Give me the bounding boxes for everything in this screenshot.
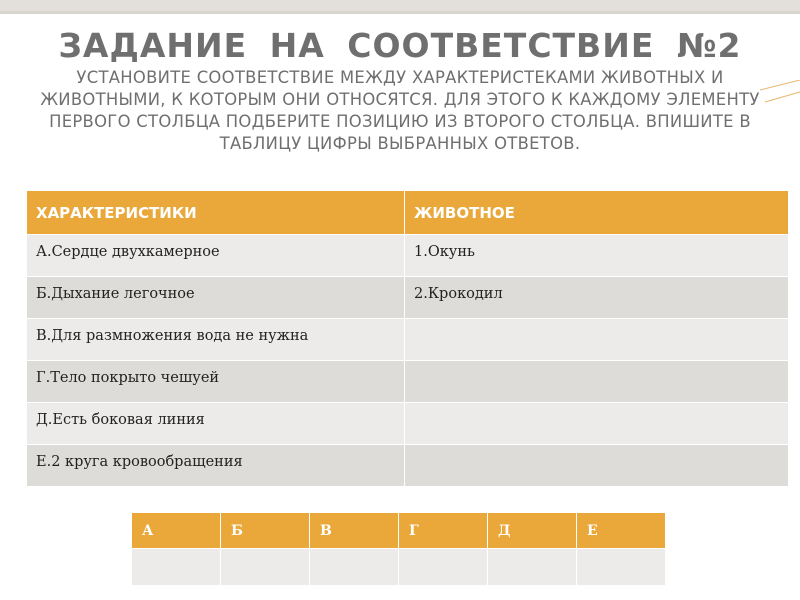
animal-cell (405, 361, 789, 403)
answer-row (132, 549, 666, 586)
characteristic-cell: В.Для размножения вода не нужна (27, 319, 405, 361)
table-row (27, 319, 789, 361)
column-header-characteristics: ХАРАКТЕРИСТИКИ (27, 191, 405, 235)
column-header-animal: ЖИВОТНОЕ (405, 191, 789, 235)
characteristic-cell: Д.Есть боковая линия (27, 403, 405, 445)
characteristic-cell: А.Сердце двухкамерное (27, 235, 405, 277)
characteristic-cell: Е.2 круга кровообращения (27, 445, 405, 487)
answer-table (131, 512, 666, 586)
table-row (27, 361, 789, 403)
answer-header-v: В (310, 513, 399, 549)
table-row (27, 277, 789, 319)
table-header-row (27, 191, 789, 235)
answer-cell-v[interactable] (310, 549, 399, 586)
animal-cell (405, 319, 789, 361)
answer-cell-b[interactable] (221, 549, 310, 586)
top-decorative-stripe (0, 0, 800, 14)
animal-cell: 1.Окунь (405, 235, 789, 277)
table-row (27, 403, 789, 445)
answer-header-row (132, 513, 666, 549)
task-instructions: УСТАНОВИТЕ СООТВЕТСТВИЕ МЕЖДУ ХАРАКТЕРИСТЕКАМИ ЖИВОТНЫХ И ЖИВОТНЫМИ, К КОТОРЫМ ОНИ ОТНОСЯТСЯ. ДЛЯ ЭТОГО К КАЖДОМУ ЭЛЕМЕНТУ ПЕРВОГО СТОЛБЦА ПОДБЕРИТЕ ПОЗИЦИЮ ИЗ ВТОРОГО СТОЛБЦА. ВПИШИТЕ В ТАБЛИЦУ ЦИФРЫ ВЫБРАННЫХ ОТВЕТОВ. (40, 68, 760, 153)
answer-cell-g[interactable] (399, 549, 488, 586)
animal-cell: 2.Крокодил (405, 277, 789, 319)
answer-header-a: А (132, 513, 221, 549)
matching-table (26, 190, 789, 487)
characteristic-cell: Г.Тело покрыто чешуей (27, 361, 405, 403)
answer-header-e: Е (577, 513, 666, 549)
animal-cell (405, 445, 789, 487)
animal-cell (405, 403, 789, 445)
answer-cell-e[interactable] (577, 549, 666, 586)
answer-header-d: Д (488, 513, 577, 549)
answer-header-g: Г (399, 513, 488, 549)
table-row (27, 235, 789, 277)
table-row (27, 445, 789, 487)
slide-title: ЗАДАНИЕ НА СООТВЕТСТВИЕ №2 (58, 26, 742, 65)
answer-header-b: Б (221, 513, 310, 549)
answer-cell-d[interactable] (488, 549, 577, 586)
characteristic-cell: Б.Дыхание легочное (27, 277, 405, 319)
answer-cell-a[interactable] (132, 549, 221, 586)
